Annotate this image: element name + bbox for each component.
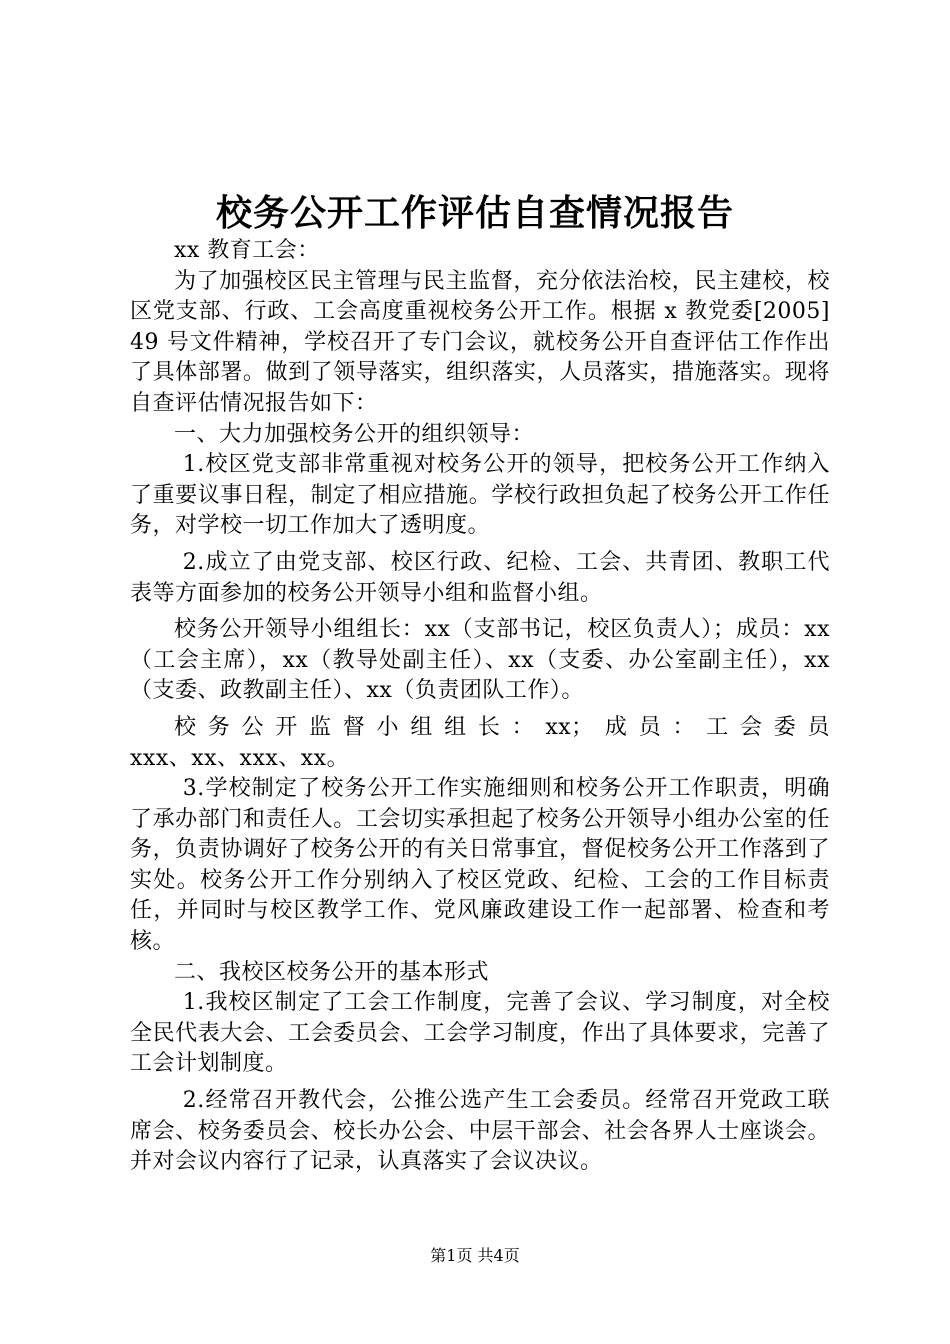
- page-footer: 第1页 共4页: [430, 1246, 520, 1265]
- paragraph-supervision-group: 校务公开监督小组组长：xx；成员：工会委员: [174, 714, 830, 740]
- paragraph-supervision-members: xxx、xx、xxx、xx。: [130, 745, 350, 771]
- paragraph-item-1-3: 3.学校制定了校务公开工作实施细则和校务公开工作职责，明确了承办部门和责任人。工会切实承担起了校务公开领导小组办公室的任务，负责协调好了校务公开的有关日常事宜，督促校务公开工作落到了实处。校务公开工作分别纳入了校区党政、纪检、工会的工作目标责任，并同时与校区教学工作、党风廉政建设工作一起部署、检查和考核。: [130, 776, 830, 955]
- paragraph-item-2-1: 1.我校区制定了工会工作制度，完善了会议、学习制度，对全校全民代表大会、工会委员会、工会学习制度，作出了具体要求，完善了工会计划制度。: [130, 990, 830, 1077]
- paragraph-item-2-2: 2.经常召开教代会，公推公选产生工会委员。经常召开党政工联席会、校务委员会、校长办公会、中层干部会、社会各界人士座谈会。并对会议内容行了记录，认真落实了会议决议。: [130, 1088, 830, 1175]
- section-heading-1: 一、大力加强校务公开的组织领导：: [174, 421, 535, 447]
- paragraph-leadership-group: 校务公开领导小组组长：xx（支部书记，校区负责人）；成员：xx（工会主席），xx（教导处副主任）、xx（支委、办公室副主任），xx（支委、政教副主任）、xx（负责团队工作）。: [130, 617, 830, 704]
- paragraph-intro: 为了加强校区民主管理与民主监督，充分依法治校，民主建校，校区党支部、行政、工会高度重视校务公开工作。根据 x 教党委[2005]49 号文件精神，学校召开了专门会议，就校务公开自查评估工作作出了具体部署。做到了领导落实，组织落实，人员落实，措施落实。现将自查评估情况报告如下：: [130, 268, 830, 416]
- paragraph-item-1-2: 2.成立了由党支部、校区行政、纪检、工会、共青团、教职工代表等方面参加的校务公开领导小组和监督小组。: [130, 549, 830, 606]
- document-title: 校务公开工作评估自查情况报告: [215, 192, 734, 234]
- paragraph-item-1-1: 1.校区党支部非常重视对校务公开的领导，把校务公开工作纳入了重要议事日程，制定了相应措施。学校行政担负起了校务公开工作任务，对学校一切工作加大了透明度。: [130, 452, 830, 539]
- document-body: [130, 236, 830, 1178]
- section-heading-2: 二、我校区校务公开的基本形式: [174, 959, 490, 985]
- salutation: xx 教育工会：: [174, 238, 320, 263]
